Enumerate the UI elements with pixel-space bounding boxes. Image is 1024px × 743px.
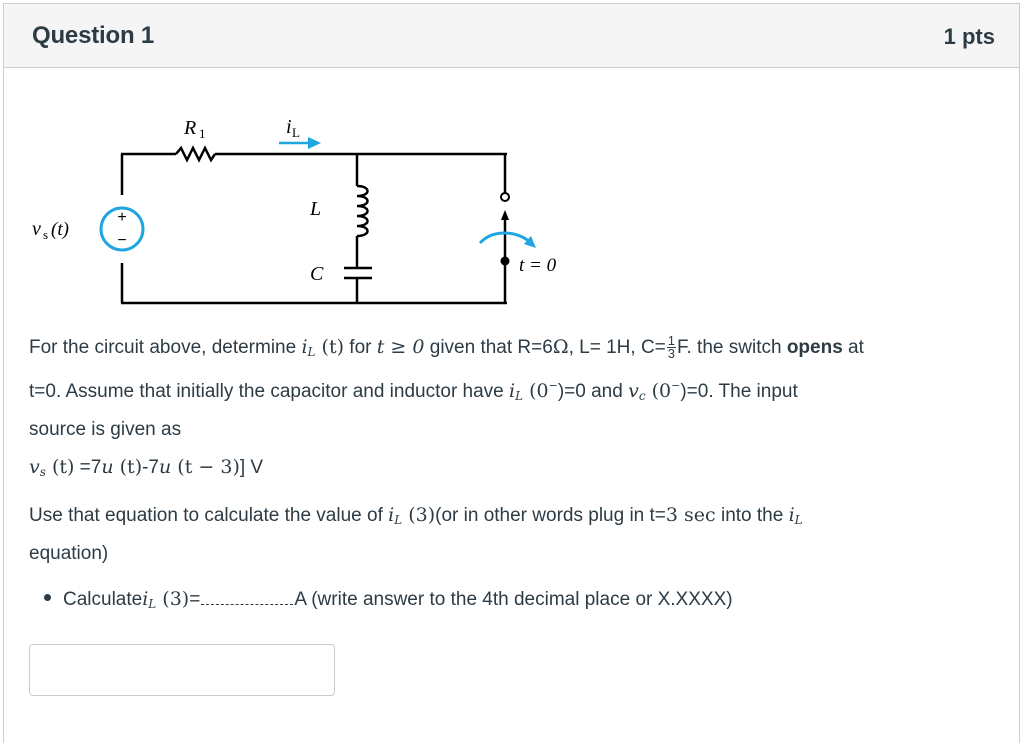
il-symbol: i bbox=[301, 336, 308, 358]
question-header bbox=[4, 4, 1019, 68]
t-arg: (t) bbox=[315, 336, 345, 358]
problem-paragraph: For the circuit above, determine $i_L$ (t) for t ≥ 0 given that R=6Ω, L= 1H, C= $\frac{1}{3}$ F. the switch opens at t=0. Assume that initially the capacitor and inductor have $i_L$ (0−)=0 and $v_c$ (0−)=0. The input source is given as bbox=[29, 333, 864, 440]
p1-text-b: for bbox=[344, 337, 377, 358]
switch-label: t = 0 bbox=[519, 255, 557, 276]
il-sub: L bbox=[292, 125, 300, 140]
p1-text-a: For the circuit above, determine bbox=[29, 337, 302, 358]
p1-text-k: )=0. The input bbox=[680, 381, 798, 402]
calculate-bullet: Calculatei$_L$ (3)= A (write answer to the 4th decimal place or X.XXXX) bbox=[44, 584, 733, 619]
r-label: R bbox=[184, 117, 197, 139]
t-condition: t ≥ 0 bbox=[376, 336, 425, 358]
vs-label: v bbox=[32, 218, 41, 240]
c-label: C bbox=[310, 263, 324, 285]
answer-input[interactable] bbox=[29, 644, 335, 696]
p1-text-g: t=0. Assume that initially the capacitor and inductor have bbox=[29, 381, 510, 402]
p1-text-m: source is given as bbox=[29, 419, 182, 440]
il-symbol-2: i bbox=[509, 380, 516, 402]
bullet-dot bbox=[44, 594, 51, 601]
vs-sub: s bbox=[43, 227, 49, 242]
p1-text-h: )=0 and bbox=[557, 381, 629, 402]
vc-init-arg: (0 bbox=[645, 380, 672, 402]
instruction-paragraph: Use that equation to calculate the value of $i_L$ (3)(or in other words plug in t=3 sec into the $i_L$ equation) bbox=[29, 504, 803, 564]
p1-text-c: given that R=6 bbox=[424, 337, 553, 358]
r-sub: 1 bbox=[199, 126, 206, 141]
plus-sign: + bbox=[117, 209, 127, 226]
question-title: Question 1 bbox=[32, 22, 155, 49]
p1-text-e: F. the switch bbox=[677, 337, 787, 358]
question-points: 1 pts bbox=[943, 24, 995, 49]
vs-arg: (t) bbox=[51, 219, 69, 240]
p1-text-f: at bbox=[842, 337, 864, 358]
opens-bold: opens bbox=[786, 337, 843, 358]
p1-text-d: , L= 1H, C= bbox=[568, 337, 666, 358]
il-label: i bbox=[286, 116, 292, 138]
il-sub: L bbox=[307, 345, 316, 359]
circuit-diagram bbox=[24, 108, 584, 318]
input-equation: $v_s$ (t) =7u (t)-7u (t − 3)] V bbox=[29, 456, 264, 479]
answer-blank bbox=[201, 586, 293, 605]
fraction-one-third: $\frac{1}{3}$ bbox=[667, 333, 675, 362]
omega-symbol: Ω bbox=[552, 336, 569, 358]
il-init-arg: (0 bbox=[523, 380, 549, 402]
vc-symbol: v bbox=[628, 380, 639, 402]
minus-sign: − bbox=[117, 232, 127, 249]
l-label: L bbox=[310, 198, 322, 220]
